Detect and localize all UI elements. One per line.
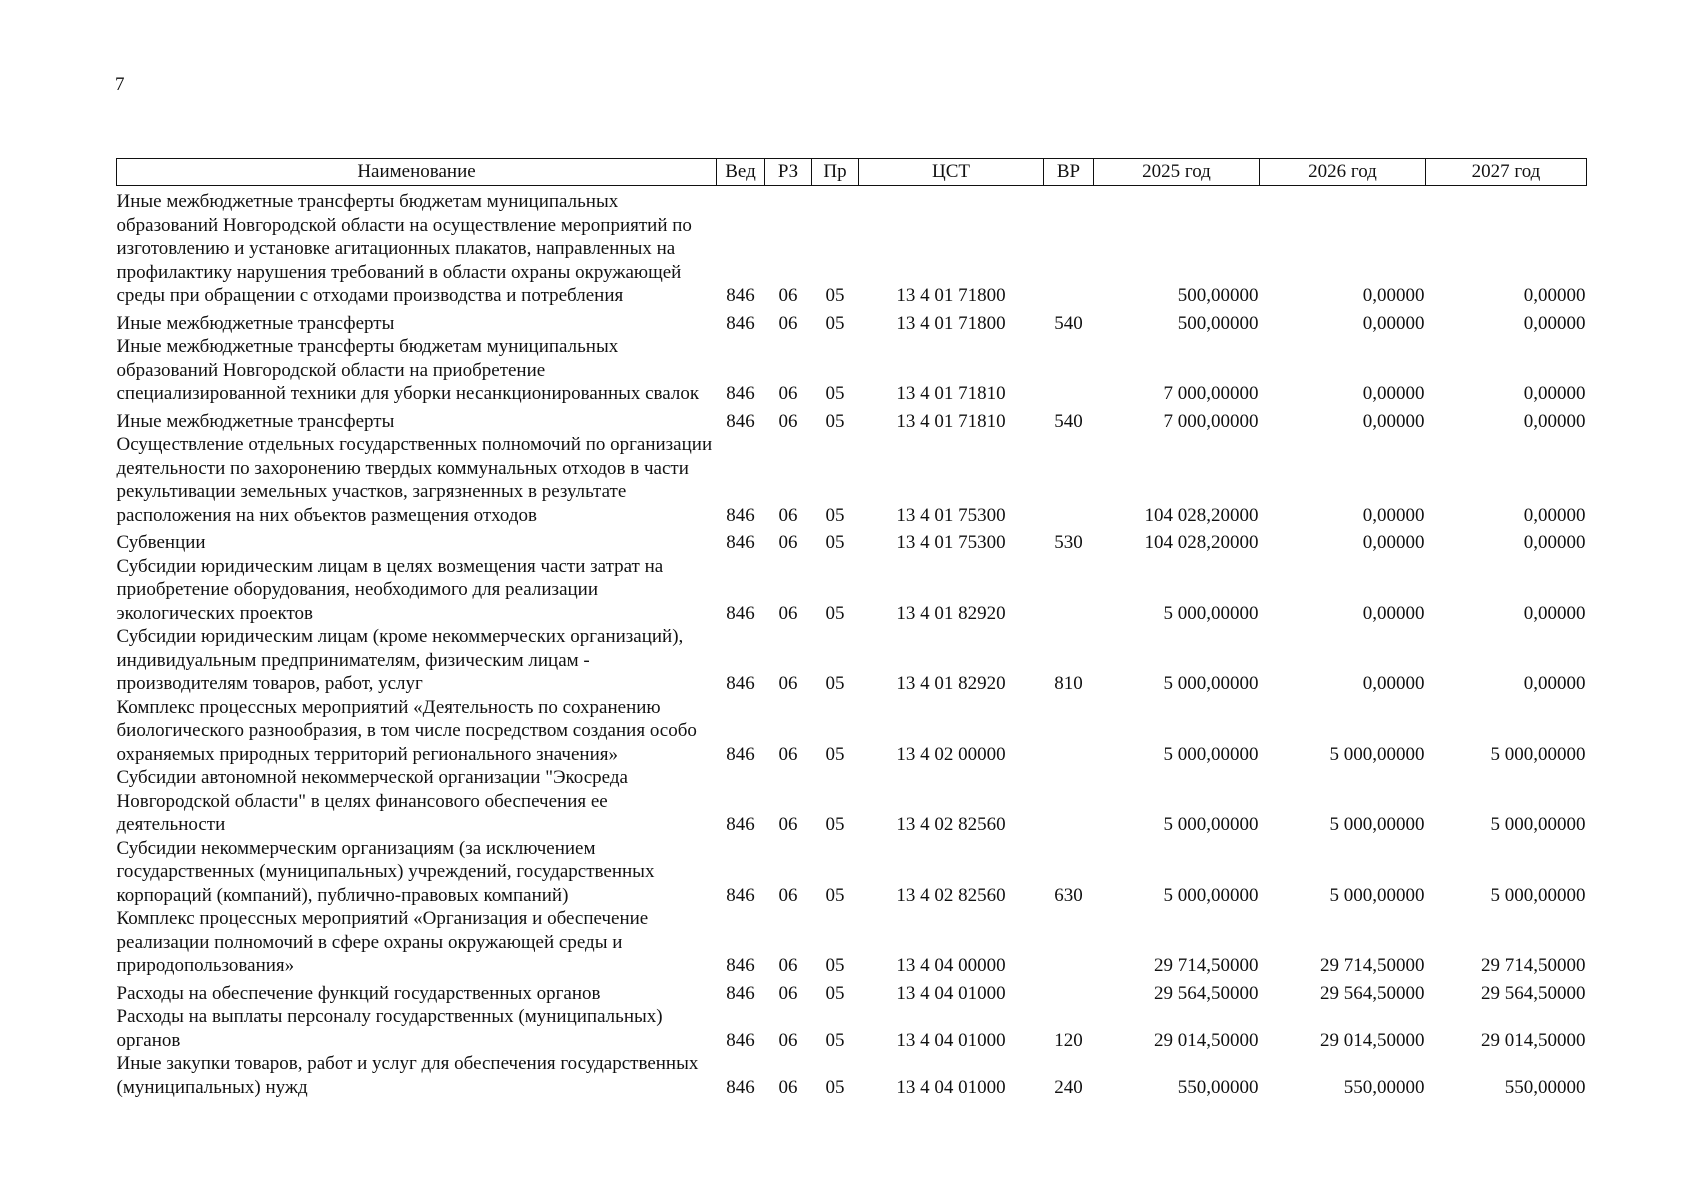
row-vr: 630: [1054, 884, 1083, 906]
row-ved: 846: [726, 285, 755, 306]
row-2027: 0,00000: [1523, 383, 1586, 404]
table-header: [117, 159, 1587, 186]
table-row: [117, 406, 1587, 434]
row-2026: 29 564,50000: [1320, 982, 1425, 1004]
table-row: [117, 555, 1587, 626]
row-2026: 0,00000: [1362, 673, 1425, 694]
row-ved: 846: [726, 955, 755, 976]
row-2025: 29 014,50000: [1154, 1029, 1259, 1051]
row-vr: 540: [1054, 410, 1083, 432]
row-name: Иные межбюджетные трансферты: [116, 410, 395, 432]
row-rz: 06: [778, 1076, 798, 1098]
row-vr: [1044, 907, 1094, 978]
row-rz: 06: [778, 410, 798, 432]
row-2027: 0,00000: [1523, 532, 1586, 553]
row-pr: 05: [825, 383, 845, 404]
header-2027: 2027 год: [1426, 159, 1587, 186]
row-2025: 5 000,00000: [1163, 884, 1259, 906]
row-vr: [1044, 555, 1094, 626]
row-rz: 06: [778, 884, 798, 906]
table-row: [117, 186, 1587, 308]
row-rz: 06: [778, 285, 798, 306]
header-vr: ВР: [1044, 159, 1094, 186]
row-name: Субсидии некоммерческим организациям (за исключением государственных (муниципальных) учреждений, государственных корпораций (компаний), публично-правовых компаний): [116, 837, 655, 906]
table-row: [117, 978, 1587, 1006]
row-cst: 13 4 01 75300: [896, 504, 1006, 526]
row-2025: 550,00000: [1177, 1076, 1259, 1098]
row-2026: 29 014,50000: [1320, 1029, 1425, 1051]
row-2027: 0,00000: [1523, 312, 1586, 334]
row-2026: 5 000,00000: [1329, 884, 1425, 906]
row-pr: 05: [825, 285, 845, 306]
row-cst: 13 4 02 82560: [896, 884, 1006, 906]
row-2025: 7 000,00000: [1163, 383, 1259, 404]
row-cst: 13 4 01 71800: [896, 285, 1006, 306]
row-ved: 846: [726, 312, 755, 334]
row-pr: 05: [825, 884, 845, 906]
row-2026: 0,00000: [1362, 602, 1425, 624]
row-2027: 5 000,00000: [1490, 884, 1586, 906]
row-cst: 13 4 01 71810: [896, 410, 1006, 432]
row-name: Расходы на выплаты персоналу государственных (муниципальных) органов: [116, 1006, 663, 1051]
row-rz: 06: [778, 504, 798, 526]
row-name: Субвенции: [116, 532, 206, 553]
row-vr: [1044, 696, 1094, 767]
row-2027: 550,00000: [1504, 1076, 1586, 1098]
row-name: Субсидии юридическим лицам (кроме некоммерческих организаций), индивидуальным предпринимателям, физическим лицам - производителям товаров, работ, услуг: [116, 626, 684, 694]
row-2025: 29 564,50000: [1154, 982, 1259, 1004]
row-2027: 0,00000: [1523, 673, 1586, 694]
row-2027: 0,00000: [1523, 410, 1586, 432]
row-ved: 846: [726, 743, 755, 765]
row-2026: 0,00000: [1362, 383, 1425, 404]
row-rz: 06: [778, 383, 798, 404]
row-2026: 0,00000: [1362, 504, 1425, 526]
row-2026: 0,00000: [1362, 285, 1425, 306]
row-vr: [1044, 978, 1094, 1006]
table-row: [117, 766, 1587, 837]
row-ved: 846: [726, 602, 755, 624]
row-2025: 500,00000: [1177, 285, 1259, 306]
row-pr: 05: [825, 955, 845, 976]
row-2026: 29 714,50000: [1320, 955, 1425, 976]
row-rz: 06: [778, 955, 798, 976]
row-name: Комплекс процессных мероприятий «Деятельность по сохранению биологического разнообразия, в том числе посредством создания особо охраняемых природных территорий регионального значения»: [116, 696, 697, 765]
row-2027: 29 014,50000: [1481, 1029, 1586, 1051]
row-2025: 5 000,00000: [1163, 814, 1259, 835]
table-row: [117, 527, 1587, 555]
row-pr: 05: [825, 982, 845, 1004]
row-2025: 500,00000: [1177, 312, 1259, 334]
table-row: [117, 308, 1587, 336]
row-rz: 06: [778, 532, 798, 553]
row-cst: 13 4 02 00000: [896, 743, 1006, 765]
row-2026: 0,00000: [1362, 410, 1425, 432]
header-cst: ЦСТ: [859, 159, 1044, 186]
row-vr: 530: [1054, 532, 1083, 553]
row-cst: 13 4 01 71810: [896, 383, 1006, 404]
row-ved: 846: [726, 814, 755, 835]
header-name: Наименование: [117, 159, 717, 186]
row-name: Субсидии автономной некоммерческой организации "Экосреда Новгородской области" в целях финансового обеспечения ее деятельности: [116, 767, 628, 835]
row-2026: 5 000,00000: [1329, 814, 1425, 835]
row-name: Осуществление отдельных государственных полномочий по организации деятельности по захоронению твердых коммунальных отходов в части рекультивации земельных участков, загрязненных в результате расположения на них объектов размещения отходов: [116, 434, 713, 526]
row-cst: 13 4 01 82920: [896, 602, 1006, 624]
row-vr: [1044, 766, 1094, 837]
header-ved: Вед: [717, 159, 765, 186]
row-pr: 05: [825, 743, 845, 765]
budget-table: [116, 158, 1587, 1099]
table-row: [117, 837, 1587, 908]
row-2027: 0,00000: [1523, 602, 1586, 624]
table-row: [117, 1005, 1587, 1052]
row-pr: 05: [825, 1076, 845, 1098]
row-rz: 06: [778, 814, 798, 835]
row-rz: 06: [778, 743, 798, 765]
table-row: [117, 907, 1587, 978]
table-row: [117, 335, 1587, 406]
row-ved: 846: [726, 504, 755, 526]
table-row: [117, 433, 1587, 527]
row-2026: 0,00000: [1362, 532, 1425, 553]
row-vr: 120: [1054, 1029, 1083, 1051]
row-pr: 05: [825, 673, 845, 694]
row-name: Расходы на обеспечение функций государственных органов: [116, 982, 601, 1004]
row-2027: 0,00000: [1523, 504, 1586, 526]
row-2025: 5 000,00000: [1163, 743, 1259, 765]
row-2025: 29 714,50000: [1154, 955, 1259, 976]
row-rz: 06: [778, 1029, 798, 1051]
row-vr: [1044, 186, 1094, 308]
row-name: Иные межбюджетные трансферты бюджетам муниципальных образований Новгородской области на приобретение специализированной техники для уборки несанкционированных свалок: [116, 336, 700, 404]
row-rz: 06: [778, 602, 798, 624]
row-name: Иные закупки товаров, работ и услуг для обеспечения государственных (муниципальных) нужд: [116, 1053, 699, 1098]
row-2026: 550,00000: [1343, 1076, 1425, 1098]
row-ved: 846: [726, 1076, 755, 1098]
row-2027: 5 000,00000: [1490, 743, 1586, 765]
row-ved: 846: [726, 1029, 755, 1051]
row-pr: 05: [825, 504, 845, 526]
row-pr: 05: [825, 602, 845, 624]
row-cst: 13 4 01 75300: [896, 532, 1006, 553]
row-rz: 06: [778, 312, 798, 334]
row-cst: 13 4 02 82560: [896, 814, 1006, 835]
row-ved: 846: [726, 982, 755, 1004]
table-row: [117, 696, 1587, 767]
row-vr: [1044, 433, 1094, 527]
row-ved: 846: [726, 410, 755, 432]
row-2027: 5 000,00000: [1490, 814, 1586, 835]
page-number: 7: [115, 74, 125, 95]
row-2027: 29 564,50000: [1481, 982, 1586, 1004]
row-2027: 0,00000: [1523, 285, 1586, 306]
row-rz: 06: [778, 982, 798, 1004]
row-2026: 5 000,00000: [1329, 743, 1425, 765]
row-pr: 05: [825, 1029, 845, 1051]
header-pr: Пр: [812, 159, 859, 186]
row-2025: 7 000,00000: [1163, 410, 1259, 432]
row-cst: 13 4 04 01000: [896, 982, 1006, 1004]
row-cst: 13 4 01 82920: [896, 673, 1006, 694]
row-pr: 05: [825, 410, 845, 432]
row-ved: 846: [726, 884, 755, 906]
row-name: Иные межбюджетные трансферты бюджетам муниципальных образований Новгородской области на осуществление мероприятий по изготовлению и установке агитационных плакатов, направленных на профилактику нарушения требований в области охраны окружающей среды при обращении с отходами производства и потребления: [116, 191, 692, 306]
row-cst: 13 4 04 01000: [896, 1029, 1006, 1051]
row-name: Иные межбюджетные трансферты: [116, 312, 395, 334]
header-2026: 2026 год: [1260, 159, 1426, 186]
row-rz: 06: [778, 673, 798, 694]
header-2025: 2025 год: [1094, 159, 1260, 186]
row-cst: 13 4 04 01000: [896, 1076, 1006, 1098]
row-vr: [1044, 335, 1094, 406]
row-pr: 05: [825, 312, 845, 334]
row-2025: 5 000,00000: [1163, 602, 1259, 624]
table-row: [117, 1052, 1587, 1099]
row-ved: 846: [726, 673, 755, 694]
row-2025: 104 028,20000: [1144, 532, 1259, 553]
row-ved: 846: [726, 532, 755, 553]
row-name: Субсидии юридическим лицам в целях возмещения части затрат на приобретение оборудования, необходимого для реализации экологических проектов: [116, 555, 664, 624]
table-row: [117, 625, 1587, 696]
row-pr: 05: [825, 814, 845, 835]
header-rz: РЗ: [765, 159, 812, 186]
row-vr: 540: [1054, 312, 1083, 334]
row-2025: 5 000,00000: [1163, 673, 1259, 694]
row-pr: 05: [825, 532, 845, 553]
row-2026: 0,00000: [1362, 312, 1425, 334]
row-cst: 13 4 04 00000: [896, 955, 1006, 976]
row-2025: 104 028,20000: [1144, 504, 1259, 526]
row-name: Комплекс процессных мероприятий «Организация и обеспечение реализации полномочий в сфере охраны окружающей среды и природопользования»: [116, 908, 649, 976]
row-vr: 810: [1054, 673, 1083, 694]
row-cst: 13 4 01 71800: [896, 312, 1006, 334]
table-body: [117, 186, 1587, 1100]
row-2027: 29 714,50000: [1481, 955, 1586, 976]
row-vr: 240: [1054, 1076, 1083, 1098]
row-ved: 846: [726, 383, 755, 404]
